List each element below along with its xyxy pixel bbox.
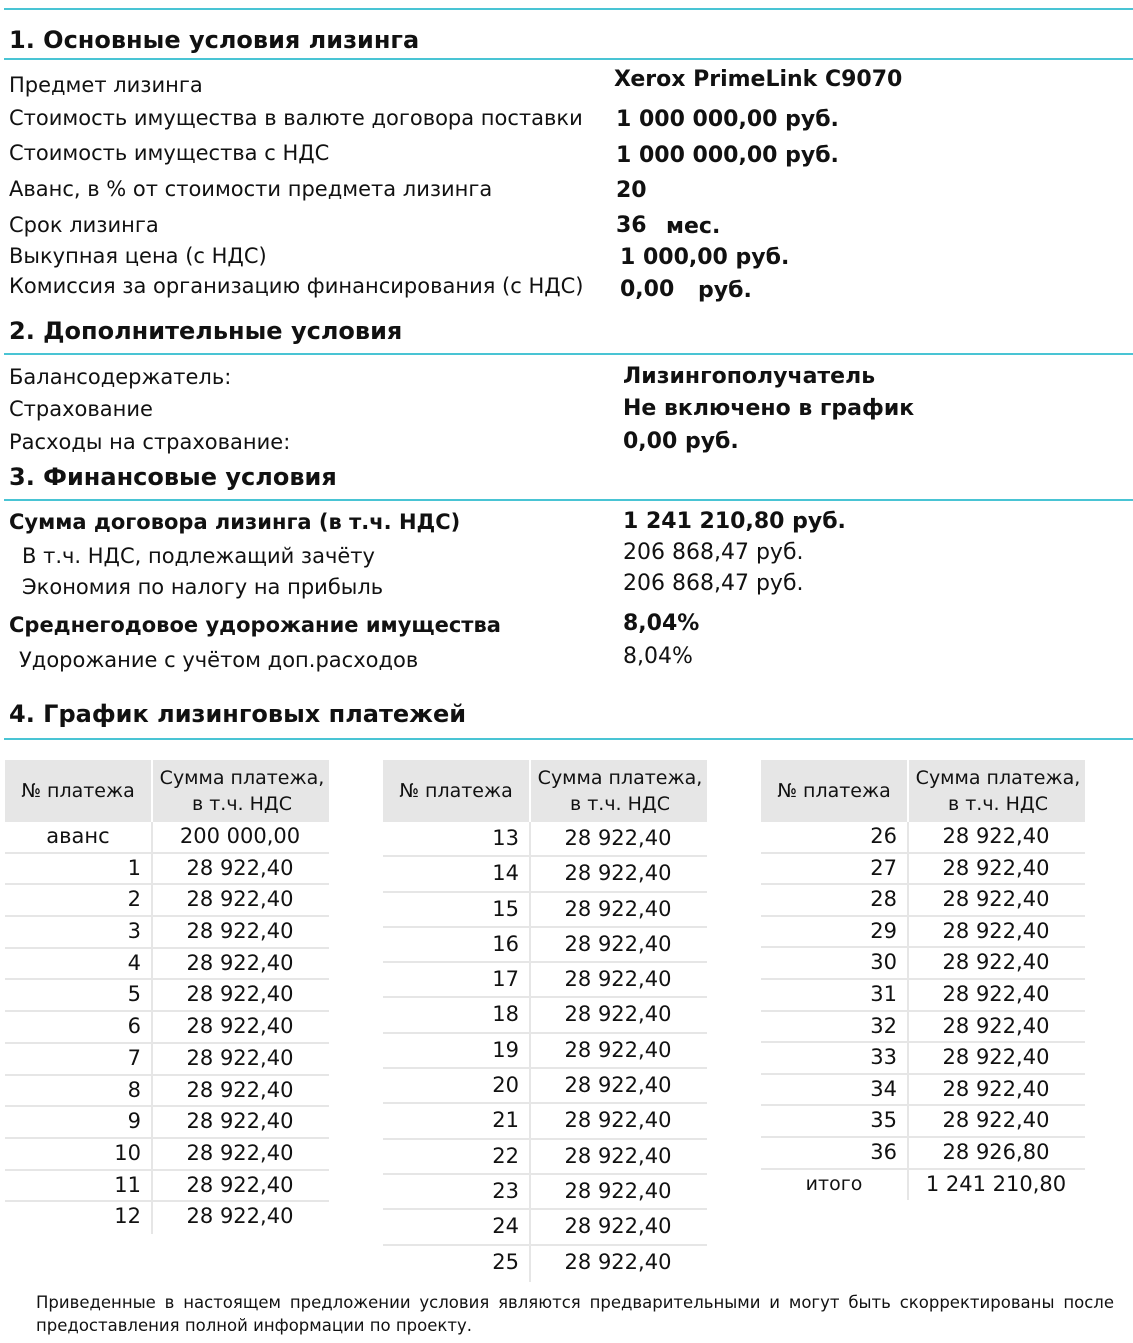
advance-label: Аванс, в % от стоимости предмета лизинга (9, 177, 493, 201)
payment-sum: 28 922,40 (942, 1013, 1050, 1038)
table-row (5, 885, 329, 917)
footnote: Приведенные в настоящем предложении условия являются предварительными и могут быть скорректированы после предоставления полной информации по проекту. (36, 1293, 1114, 1335)
table-row (761, 948, 1085, 980)
payment-sum: 28 922,40 (564, 1143, 672, 1168)
payment-sum: 28 922,40 (564, 1002, 672, 1027)
table-row (383, 1246, 707, 1279)
payment-number: 4 (127, 950, 141, 975)
payment-number: 3 (127, 919, 141, 944)
table-row (5, 822, 329, 854)
table-row (761, 885, 1085, 917)
tax-saving-label: Экономия по налогу на прибыль (22, 575, 384, 599)
section-divider (4, 738, 1133, 740)
appreciation-extra-label: Удорожание с учётом доп.расходов (19, 648, 419, 672)
schedule-rows (383, 822, 707, 1279)
payment-sum: 28 922,40 (942, 1076, 1050, 1101)
col-header-payment-sum (529, 760, 709, 822)
appreciation-extra-value: 8,04% (623, 644, 693, 669)
total-label: итого (805, 1172, 863, 1195)
table-row (5, 1044, 329, 1076)
appreciation-label: Среднегодовое удорожание имущества (9, 613, 501, 637)
payment-sum: 28 922,40 (186, 982, 294, 1007)
payment-number: 26 (870, 824, 897, 848)
payment-number: 30 (870, 950, 897, 975)
payment-sum: 28 922,40 (564, 1108, 672, 1133)
payment-sum: 28 922,40 (186, 1204, 294, 1229)
section-title-main-terms: 1. Основные условия лизинга (9, 26, 420, 54)
table-row (5, 980, 329, 1012)
payment-number: 6 (127, 1014, 141, 1039)
payment-number: 15 (492, 896, 519, 921)
table-row (383, 857, 707, 892)
table-row (383, 1104, 707, 1139)
payment-sum: 28 922,40 (942, 824, 1050, 848)
payment-number: 7 (127, 1045, 141, 1070)
table-row (5, 1012, 329, 1044)
top-divider (4, 8, 1133, 10)
table-row (5, 1076, 329, 1108)
schedule-table-3 (761, 760, 1085, 1199)
payment-sum: 28 922,40 (564, 967, 672, 992)
table-row (761, 1138, 1085, 1170)
payment-sum: 28 926,80 (942, 1139, 1050, 1164)
table-row-total (761, 1170, 1085, 1200)
total-sum: 1 241 210,80 (925, 1171, 1067, 1196)
payment-sum: 28 922,40 (564, 1214, 672, 1239)
table-row (5, 854, 329, 886)
advance-value: 20 (616, 178, 647, 203)
payment-number: 14 (492, 861, 519, 886)
payment-number: 28 (870, 887, 897, 912)
holder-label: Балансодержатель: (9, 365, 232, 389)
payment-number: 23 (492, 1178, 519, 1203)
payment-number: 33 (870, 1045, 897, 1070)
payment-sum: 28 922,40 (564, 931, 672, 956)
payment-number: 18 (492, 1002, 519, 1027)
commission-unit: руб. (698, 278, 752, 303)
payment-sum: 28 922,40 (564, 896, 672, 921)
table-row (383, 893, 707, 928)
col-header-sum-line1: Сумма платежа, (537, 767, 703, 789)
payment-number: 12 (114, 1204, 141, 1229)
subject-label: Предмет лизинга (9, 73, 203, 97)
col-header-payment-number: № платежа (399, 780, 513, 802)
term-value: 36 (616, 213, 647, 238)
section-divider (4, 58, 1133, 60)
section-divider (4, 353, 1133, 355)
payment-sum: 28 922,40 (186, 1014, 294, 1039)
col-header-sum-line1: Сумма платежа, (915, 767, 1081, 789)
holder-value: Лизингополучатель (623, 364, 876, 389)
cost-contract-label: Стоимость имущества в валюте договора поставки (9, 106, 583, 130)
payment-number: 25 (492, 1249, 519, 1274)
table-row (5, 1202, 329, 1232)
table-row (383, 928, 707, 963)
payment-number: 19 (492, 1037, 519, 1062)
commission-label: Комиссия за организацию финансирования (с НДС) (9, 274, 584, 298)
payment-sum: 28 922,40 (186, 950, 294, 975)
payment-number: 8 (127, 1077, 141, 1102)
table-row (383, 1210, 707, 1245)
insurance-value: Не включено в график (623, 396, 915, 421)
payment-number: 16 (492, 931, 519, 956)
payment-number: 31 (870, 981, 897, 1006)
table-row (761, 917, 1085, 949)
schedule-table-2 (383, 760, 707, 1279)
buyout-value: 1 000,00 руб. (620, 245, 790, 270)
term-unit: мес. (666, 214, 721, 239)
payment-sum: 28 922,40 (564, 1178, 672, 1203)
table-row (761, 822, 1085, 854)
col-header-payment-sum (151, 760, 331, 822)
payment-number: 10 (114, 1140, 141, 1165)
table-row (383, 1069, 707, 1104)
total-label: Сумма договора лизинга (в т.ч. НДС) (9, 510, 461, 534)
buyout-label: Выкупная цена (с НДС) (9, 244, 267, 268)
table-row (5, 1171, 329, 1203)
table-row (383, 1034, 707, 1069)
col-header-sum-line2: в т.ч. НДС (947, 793, 1049, 815)
payment-sum: 200 000,00 (179, 824, 301, 848)
schedule-rows (5, 822, 329, 1232)
insurance-label: Страхование (9, 397, 153, 421)
payment-sum: 28 922,40 (942, 918, 1050, 943)
cost-vat-value: 1 000 000,00 руб. (616, 143, 839, 168)
table-row (761, 854, 1085, 886)
vat-label: В т.ч. НДС, подлежащий зачёту (22, 544, 375, 568)
total-value: 1 241 210,80 руб. (623, 509, 846, 534)
payment-number: 11 (114, 1172, 141, 1197)
table-row (383, 963, 707, 998)
payment-number: 36 (870, 1139, 897, 1164)
payment-number: 24 (492, 1214, 519, 1239)
table-row (761, 1075, 1085, 1107)
col-header-sum-line2: в т.ч. НДС (191, 793, 293, 815)
tax-saving-value: 206 868,47 руб. (623, 571, 804, 596)
subject-value: Xerox PrimeLink C9070 (614, 67, 903, 92)
table-row (5, 917, 329, 949)
col-header-payment-number: № платежа (21, 780, 135, 802)
section-title-additional-terms: 2. Дополнительные условия (9, 317, 403, 345)
commission-value: 0,00 (620, 277, 675, 302)
payment-sum: 28 922,40 (186, 1140, 294, 1165)
payment-number: 21 (492, 1108, 519, 1133)
cost-vat-label: Стоимость имущества с НДС (9, 141, 330, 165)
payment-number: 17 (492, 967, 519, 992)
section-divider (4, 499, 1133, 501)
payment-number: 20 (492, 1073, 519, 1098)
payment-sum: 28 922,40 (564, 1249, 672, 1274)
schedule-header (761, 760, 1085, 822)
payment-sum: 28 922,40 (186, 1172, 294, 1197)
cost-contract-value: 1 000 000,00 руб. (616, 107, 839, 132)
payment-number: 5 (127, 982, 141, 1007)
payment-sum: 28 922,40 (564, 1073, 672, 1098)
schedule-rows (761, 822, 1085, 1199)
insurance-cost-value: 0,00 руб. (623, 429, 739, 454)
appreciation-value: 8,04% (623, 611, 700, 636)
col-header-payment-sum (907, 760, 1087, 822)
payment-sum: 28 922,40 (564, 826, 672, 850)
table-row (761, 1043, 1085, 1075)
table-row (383, 1175, 707, 1210)
term-label: Срок лизинга (9, 213, 159, 237)
payment-sum: 28 922,40 (942, 1108, 1050, 1133)
payment-sum: 28 922,40 (186, 855, 294, 880)
payment-number: 22 (492, 1143, 519, 1168)
table-row (761, 1012, 1085, 1044)
vat-value: 206 868,47 руб. (623, 540, 804, 565)
table-row (5, 1139, 329, 1171)
payment-number: 35 (870, 1108, 897, 1133)
schedule-table-1 (5, 760, 329, 1232)
payment-sum: 28 922,40 (186, 919, 294, 944)
col-header-payment-number: № платежа (777, 780, 891, 802)
col-header-sum-line2: в т.ч. НДС (569, 793, 671, 815)
payment-number: 1 (127, 855, 141, 880)
payment-sum: 28 922,40 (186, 887, 294, 912)
payment-number: 34 (870, 1076, 897, 1101)
payment-sum: 28 922,40 (942, 855, 1050, 880)
schedule-header (383, 760, 707, 822)
payment-sum: 28 922,40 (186, 1045, 294, 1070)
payment-number: аванс (46, 824, 110, 848)
table-row (383, 998, 707, 1033)
table-row (5, 949, 329, 981)
table-row (761, 980, 1085, 1012)
payment-number: 9 (127, 1109, 141, 1134)
schedule-header (5, 760, 329, 822)
table-row (5, 1107, 329, 1139)
payment-number: 13 (492, 826, 519, 850)
payment-number: 32 (870, 1013, 897, 1038)
payment-number: 27 (870, 855, 897, 880)
insurance-cost-label: Расходы на страхование: (9, 430, 291, 454)
payment-sum: 28 922,40 (564, 861, 672, 886)
payment-sum: 28 922,40 (186, 1077, 294, 1102)
table-row (383, 1140, 707, 1175)
payment-sum: 28 922,40 (942, 887, 1050, 912)
section-title-payment-schedule: 4. График лизинговых платежей (9, 700, 467, 728)
payment-sum: 28 922,40 (942, 981, 1050, 1006)
payment-sum: 28 922,40 (942, 950, 1050, 975)
table-row (383, 822, 707, 857)
col-header-sum-line1: Сумма платежа, (159, 767, 325, 789)
payment-sum: 28 922,40 (564, 1037, 672, 1062)
payment-sum: 28 922,40 (942, 1045, 1050, 1070)
table-row (761, 1106, 1085, 1138)
payment-sum: 28 922,40 (186, 1109, 294, 1134)
payment-number: 2 (127, 887, 141, 912)
payment-number: 29 (870, 918, 897, 943)
section-title-financial-terms: 3. Финансовые условия (9, 463, 337, 491)
